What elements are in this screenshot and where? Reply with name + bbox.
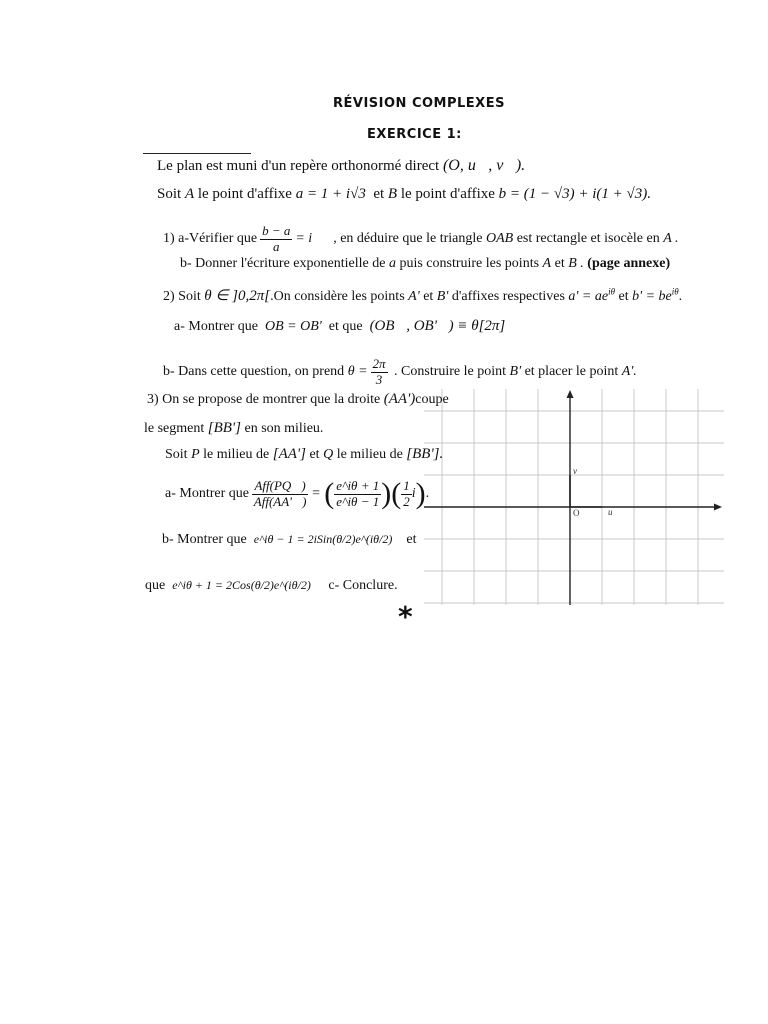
q3-a-paren-close: ) xyxy=(381,477,392,510)
page-title: RÉVISION COMPLEXES xyxy=(333,96,505,111)
v-label: v⃗ xyxy=(573,466,584,476)
intro-affixe-b: le point d'affixe xyxy=(400,186,495,202)
q3-a-eq: = xyxy=(311,486,321,501)
q3-a-lden: Aff(AA'⃗) xyxy=(253,493,307,509)
q3-et: et xyxy=(309,447,320,462)
q3-c-expr: e^iθ + 1 = 2Cos(θ/2)e^(iθ/2) xyxy=(172,578,311,592)
q1-a-suffix: , en déduire que le triangle xyxy=(333,231,483,246)
q3-a-end: . xyxy=(425,486,430,501)
q1-b-var: a xyxy=(388,256,396,271)
point-B: B xyxy=(387,186,398,202)
q3-soit: Soit xyxy=(165,447,188,462)
q3-conclude: c- Conclure. xyxy=(328,578,398,593)
q3-a-lnum: Aff(PQ⃗) xyxy=(254,478,306,494)
q1-b-prefix: b- Donner l'écriture exponentielle de xyxy=(180,256,386,271)
affix-b: b = (1 − √3) + i(1 + √3). xyxy=(498,186,652,202)
q2-ap: a' = ae xyxy=(568,289,609,304)
q3-a-mden: e^iθ − 1 xyxy=(336,493,380,509)
q2-b-text2: et placer le point xyxy=(524,364,619,379)
q2-a xyxy=(174,318,505,335)
intro-affixe-a: le point d'affixe xyxy=(197,186,292,202)
q3-a-paren2-close: ) xyxy=(415,477,426,510)
q3-a-paren2-open: ( xyxy=(391,477,402,510)
q3-b-expr: e^iθ − 1 = 2iSin(θ/2)e^(iθ/2) xyxy=(253,532,393,546)
q3-line-3 xyxy=(165,446,443,463)
q2-a-mid: et que xyxy=(328,319,363,334)
q2-Ap: A' xyxy=(408,289,420,304)
q3-P: P xyxy=(191,447,200,462)
point-A: A xyxy=(184,186,195,202)
q3-a-ri: i xyxy=(411,486,416,501)
q3-b xyxy=(162,532,417,548)
u-label: u⃗ xyxy=(608,507,620,517)
q2-theta: θ ∈ ]0,2π[ xyxy=(204,288,271,304)
intro-frame: (O, u⃗, v⃗). xyxy=(442,157,526,174)
q2-b-num: 2π xyxy=(372,356,386,372)
q2-a-angle: (OB⃗, OB'⃗) ≡ θ[2π] xyxy=(369,318,506,334)
q3-a-paren-open: ( xyxy=(324,477,335,510)
end-marker: * xyxy=(398,600,413,633)
q1-b-mid: puis construire les points xyxy=(399,256,540,271)
grid-lines xyxy=(424,389,724,605)
q1-a-end: est rectangle et isocèle en xyxy=(516,231,660,246)
q2-ap-exp: iθ xyxy=(608,286,615,297)
intro-line-2 xyxy=(157,186,651,203)
q2-b-prefix: b- Dans cette question, on prend xyxy=(163,364,345,379)
q2-b-fraction xyxy=(371,357,388,387)
q2-b-text: . Construire le point xyxy=(394,364,507,379)
q3-a-mid-fraction xyxy=(334,479,381,509)
q3-b-prefix: b- Montrer que xyxy=(162,532,247,547)
exercise-title: EXERCICE 1: xyxy=(367,127,462,142)
q2-intro xyxy=(163,286,682,305)
q3-c-prefix: que xyxy=(145,578,166,593)
q1-fraction xyxy=(260,224,292,254)
q3-a-rnum: 1 xyxy=(403,478,410,494)
q2-a-prefix: a- Montrer que xyxy=(174,319,258,334)
q3-a-prefix: a- Montrer que xyxy=(165,486,249,501)
q2-a-eq: OB = OB' xyxy=(264,319,322,334)
origin-label: O xyxy=(573,508,580,518)
q1-label: 1) xyxy=(163,231,175,246)
q2-b-Ap: A'. xyxy=(621,364,637,379)
q1-point: A . xyxy=(663,231,679,246)
q1-b-B: B . xyxy=(568,256,584,271)
q1-frac-num: b − a xyxy=(262,223,291,239)
intro-soit: Soit xyxy=(157,186,182,202)
q3-BB: [BB']. xyxy=(406,446,444,462)
q2-bp-exp: iθ xyxy=(671,286,679,297)
q3-b-end: et xyxy=(406,532,417,547)
q3-line-2 xyxy=(144,420,323,437)
x-axis-arrow-icon xyxy=(714,504,722,511)
q1-frac-den: a xyxy=(272,238,280,254)
q3-a-rden: 2 xyxy=(403,493,410,509)
intro-et: et xyxy=(373,186,385,202)
q3-line2-end: en son milieu. xyxy=(244,421,324,436)
q3-milieu-1: le milieu de xyxy=(203,447,270,462)
q1-frac-rhs: = i xyxy=(295,231,313,246)
q2-bp: b' = be xyxy=(632,289,672,304)
q3-line1-end: coupe xyxy=(415,392,449,407)
q3-milieu-2: le milieu de xyxy=(336,447,403,462)
q3-line-1 xyxy=(147,391,449,408)
q2-et2: et xyxy=(618,289,629,304)
q3-a-left-fraction xyxy=(252,479,307,509)
intro-line-1 xyxy=(157,157,525,175)
q2-et: et xyxy=(423,289,434,304)
q2-dot: . xyxy=(678,289,683,304)
q2-b xyxy=(163,354,637,390)
q1-b-A: A xyxy=(542,256,552,271)
intro-text: Le plan est muni d'un repère orthonormé direct xyxy=(157,158,440,174)
q3-line2-text: le segment xyxy=(144,421,205,436)
y-axis-arrow-icon xyxy=(567,390,574,398)
affix-a: a = 1 + i√3 xyxy=(295,186,366,202)
q2-text2: d'affixes respectives xyxy=(451,289,565,304)
q2-Bp: B' xyxy=(436,289,449,304)
q3-line-AA: (AA') xyxy=(383,391,416,407)
q2-b-den: 3 xyxy=(375,371,383,387)
q3-c xyxy=(145,578,398,594)
q1-b xyxy=(180,256,670,272)
q1-a xyxy=(163,219,679,259)
q2-b-Bp: B' xyxy=(509,364,522,379)
q1-a-prefix: a-Vérifier que xyxy=(178,231,258,246)
q1-b-et: et xyxy=(554,256,565,271)
q1-triangle: OAB xyxy=(485,231,514,246)
q2-text: .On considère les points xyxy=(270,289,405,304)
q3-line1-text: 3) On se propose de montrer que la droite xyxy=(147,392,381,407)
q3-a xyxy=(165,471,429,517)
q2-label: 2) Soit xyxy=(163,289,201,304)
q3-a-right-fraction xyxy=(401,479,412,509)
q3-segment-BB: [BB'] xyxy=(207,420,241,436)
divider-line xyxy=(143,153,251,154)
q3-AA: [AA'] xyxy=(272,446,306,462)
q3-a-mnum: e^iθ + 1 xyxy=(336,478,380,494)
q3-Q: Q xyxy=(323,447,334,462)
coordinate-grid xyxy=(424,389,724,605)
q1-annex: (page annexe) xyxy=(587,256,671,271)
q2-b-theta: θ = xyxy=(347,364,368,379)
